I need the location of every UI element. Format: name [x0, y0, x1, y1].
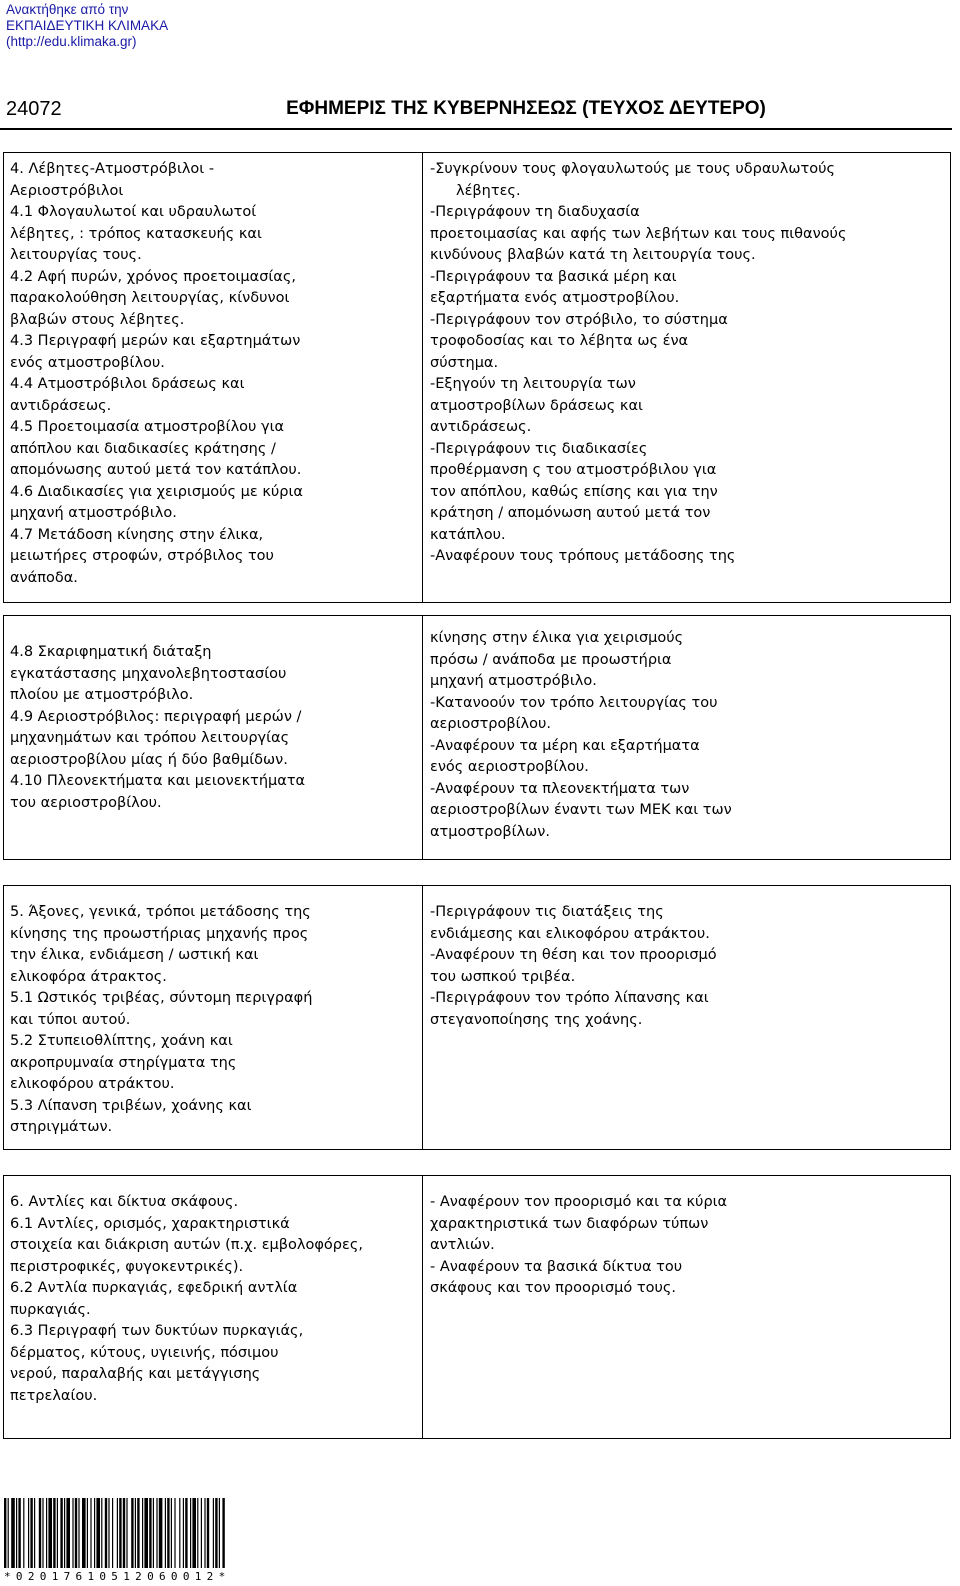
objective-line: προετοιμασίας και αφής των λεβήτων και τους πιθανούς [430, 225, 847, 242]
topic-line: πυρκαγιάς. [10, 1301, 91, 1318]
barcode-bar [18, 1498, 20, 1568]
barcode-bar [112, 1498, 113, 1568]
column-divider [422, 886, 423, 1149]
barcode-bar [11, 1498, 15, 1568]
topic-line: πετρελαίου. [10, 1387, 98, 1404]
barcode-bars [4, 1498, 294, 1568]
topic-line: 4.10 Πλεονεκτήματα και μειονεκτήματα [10, 773, 306, 789]
barcode-bar [46, 1498, 47, 1568]
column-divider [422, 1176, 423, 1438]
topic-cell [10, 1192, 415, 1407]
objective-line: κράτηση / απομόνωση αυτού μετά τον [430, 505, 711, 521]
objective-line: -Κατανοούν τον τρόπο λειτουργίας του [430, 694, 718, 711]
objective-line: του ωσπκού τριβέα. [430, 968, 576, 985]
barcode-bar [90, 1498, 91, 1568]
page-number: 24072 [6, 98, 62, 120]
topic-line: ενός ατμοστροβίλου. [10, 354, 165, 371]
barcode-bar [165, 1498, 166, 1568]
objective-line: -Αναφέρουν τα πλεονεκτήματα των [430, 780, 690, 797]
barcode-bar [28, 1498, 29, 1568]
topic-line: και τύποι αυτού. [10, 1011, 131, 1028]
topic-line: 6.3 Περιγραφή των δυκτύων πυρκαγιάς, [10, 1323, 304, 1339]
barcode-bar [42, 1498, 43, 1568]
barcode-bar [53, 1498, 55, 1568]
objective-line: - Αναφέρουν τα βασικά δίκτυα του [430, 1258, 683, 1275]
barcode-bar [117, 1498, 118, 1568]
topic-line: 5. Άξονες, γενικά, τρόποι μετάδοσης της [10, 904, 311, 920]
topic-line: αντιδράσεως. [10, 397, 112, 414]
barcode-bar [108, 1498, 109, 1568]
objective-line: -Περιγράφουν τα βασικά μέρη και [430, 268, 677, 285]
source-note-line: (http://edu.klimaka.gr) [6, 34, 137, 49]
topic-line: απομόνωσης αυτού μετά τον κατάπλου. [10, 462, 302, 478]
topic-line: 6.1 Αντλίες, ορισμός, χαρακτηριστικά [10, 1215, 290, 1232]
barcode-bar [149, 1498, 151, 1568]
objective-line: κατάπλου. [430, 526, 506, 543]
barcode-bar [197, 1498, 198, 1568]
objective-line: -Περιγράφουν τη διαδυχασία [430, 204, 640, 220]
objective-line: -Περιγράφουν τις διαδικασίες [430, 440, 648, 457]
barcode-bar [105, 1498, 107, 1568]
barcode-bar [8, 1498, 9, 1568]
topic-line: Αεριοστρόβιλοι [10, 182, 124, 199]
barcode-bar [82, 1498, 86, 1568]
barcode-bar [75, 1498, 77, 1568]
table-row [3, 885, 951, 1150]
objective-line: τον απόπλου, καθώς επίσης και για την [430, 483, 718, 500]
topic-line: εγκατάστασης μηχανολεβητοστασίου [10, 665, 287, 682]
source-note-line: Ανακτήθηκε από την [6, 2, 129, 17]
barcode-image [4, 1498, 294, 1572]
barcode-bar [48, 1498, 52, 1568]
table-row [3, 615, 951, 860]
barcode-bar [213, 1498, 214, 1568]
objective-line: ενός αεριοστροβίλου. [430, 759, 589, 775]
topic-line: 4.2 Αφή πυρών, χρόνος προετοιμασίας, [10, 268, 296, 285]
barcode-bar [94, 1498, 95, 1568]
objective-cell [430, 159, 945, 568]
topic-line: λέβητες, : τρόπος κατασκευής και [10, 225, 262, 242]
topic-line: ελικοφόρου ατράκτου. [10, 1076, 175, 1092]
barcode-bar [207, 1498, 209, 1568]
barcode-bar [171, 1498, 172, 1568]
barcode-bar [96, 1498, 100, 1568]
objective-cell [430, 1192, 945, 1300]
barcode-bar [135, 1498, 136, 1568]
barcode-bar [159, 1498, 163, 1568]
table-row [3, 152, 951, 603]
topic-line: ανάποδα. [10, 569, 78, 586]
barcode-bar [72, 1498, 73, 1568]
barcode-bar [123, 1498, 125, 1568]
objective-line: τροφοδοσίας και το λέβητα ως ένα [430, 333, 689, 349]
objective-line: - Αναφέρουν τον προορισμό και τα κύρια [430, 1194, 728, 1210]
objective-line: αντιδράσεως. [430, 419, 532, 435]
objective-line: -Αναφέρουν τους τρόπους μετάδοσης της [430, 548, 736, 564]
objective-line: εξαρτήματα ενός ατμοστροβίλου. [430, 290, 680, 306]
objective-line: προθέρμανση ς του ατμοστρόβιλου για [430, 462, 717, 478]
topic-line: 4.5 Προετοιμασία ατμοστροβίλου για [10, 419, 285, 435]
barcode-bar [57, 1498, 58, 1568]
topic-line: 4.3 Περιγραφή μερών και εξαρτημάτων [10, 333, 301, 349]
barcode-bar [222, 1498, 224, 1568]
source-note [6, 2, 168, 50]
objective-line: -Περιγράφουν τον τρόπο λίπανσης και [430, 990, 709, 1006]
topic-line: 4.4 Ατμοστρόβιλοι δράσεως και [10, 376, 245, 392]
topic-line: μηχανημάτων και τρόπου λειτουργίας [10, 730, 290, 746]
barcode-bar [39, 1498, 41, 1568]
objective-line: ατμοστροβίλων δράσεως και [430, 397, 643, 414]
barcode-bar [190, 1498, 191, 1568]
column-divider [422, 616, 423, 859]
barcode-bar [144, 1498, 148, 1568]
topic-cell [10, 159, 415, 589]
topic-line: στοιχεία και διάκριση αυτών (π.χ. εμβολοφόρες, [10, 1237, 363, 1253]
barcode-bar [204, 1498, 205, 1568]
source-note-line: ΕΚΠΑΙΔΕΥΤΙΚΗ ΚΛΙΜΑΚΑ [6, 18, 169, 33]
topic-line: 4. Λέβητες-Ατμοστρόβιλοι - [10, 161, 215, 177]
objective-line: κινδύνους βλαβών κατά τη λειτουργία τους. [430, 247, 756, 263]
topic-line: στηριγμάτων. [10, 1119, 113, 1135]
objective-line: πρόσω / ανάποδα με προωστήρια [430, 651, 672, 668]
objective-line: ενδιάμεσης και ελικοφόρου ατράκτου. [430, 925, 710, 942]
barcode-bar [201, 1498, 202, 1568]
barcode-bar [185, 1498, 187, 1568]
topic-line: παρακολούθηση λειτουργίας, κίνδυνοι [10, 290, 290, 306]
barcode-bar [60, 1498, 62, 1568]
topic-line: ακροπρυμναία στηρίγματα της [10, 1054, 237, 1071]
topic-line: κίνησης της προωστήριας μηχανής προς [10, 925, 309, 942]
topic-line: μηχανή ατμοστρόβιλο. [10, 505, 177, 521]
barcode-bar [101, 1498, 102, 1568]
topic-line: 6. Αντλίες και δίκτυα σκάφους. [10, 1194, 239, 1210]
objective-line: σκάφους και τον προορισμό τους. [430, 1280, 676, 1296]
objective-line: -Περιγράφουν τον στρόβιλο, το σύστημα [430, 311, 728, 328]
topic-line: 4.7 Μετάδοση κίνησης στην έλικα, [10, 526, 264, 543]
objective-line: σύστημα. [430, 354, 499, 371]
barcode-bar [34, 1498, 35, 1568]
barcode-bar [4, 1498, 6, 1568]
table-row [3, 1175, 951, 1439]
topic-line: 4.9 Αεριοστρόβιλος: περιγραφή μερών / [10, 708, 302, 725]
topic-line: 5.2 Στυπειοθλίπτης, χοάνη και [10, 1033, 233, 1049]
objective-line: στεγανοποίησης της χοάνης. [430, 1011, 643, 1028]
barcode-bar [66, 1498, 70, 1568]
objective-line: ατμοστροβίλων. [430, 823, 550, 840]
barcode-bar [179, 1498, 180, 1568]
topic-line: δέρματος, κύτους, υγιεινής, πόσιμου [10, 1344, 279, 1361]
topic-cell [10, 902, 415, 1139]
barcode-bar [215, 1498, 217, 1568]
column-divider [422, 153, 423, 602]
objective-cell [430, 902, 945, 1031]
barcode-bar [64, 1498, 65, 1568]
barcode-bar [137, 1498, 139, 1568]
objective-line: αεριοστροβίλων έναντι των ΜΕΚ και των [430, 802, 732, 818]
barcode-bar [167, 1498, 169, 1568]
topic-line: νερού, παραλαβής και μετάγγισης [10, 1366, 261, 1382]
page-header [0, 96, 952, 130]
barcode-bar [142, 1498, 143, 1568]
objective-line: μηχανή ατμοστρόβιλο. [430, 673, 597, 689]
topic-line: λειτουργίας τους. [10, 247, 142, 263]
objective-line: -Αναφέρουν τα μέρη και εξαρτήματα [430, 737, 700, 754]
objective-line: -Αναφέρουν τη θέση και τον προορισμό [430, 947, 717, 963]
topic-line: 5.1 Ωστικός τριβέας, σύντομη περιγραφή [10, 990, 313, 1006]
barcode-bar [126, 1498, 127, 1568]
barcode-bar [87, 1498, 88, 1568]
gazette-title: ΕΦΗΜΕΡΙΣ ΤΗΣ ΚΥΒΕΡΝΗΣΕΩΣ (ΤΕΥΧΟΣ ΔΕΥΤΕΡΟ) [286, 98, 766, 119]
topic-cell [10, 642, 415, 814]
barcode-bar [192, 1498, 196, 1568]
topic-line: 4.1 Φλογαυλωτοί και υδραυλωτοί [10, 204, 257, 220]
barcode-bar [16, 1498, 17, 1568]
topic-line: 4.6 Διαδικασίες για χειρισμούς με κύρια [10, 483, 303, 500]
barcode-number: *02017610512060012* [4, 1570, 231, 1583]
topic-line: του αεριοστροβίλου. [10, 794, 162, 811]
topic-line: την έλικα, ενδιάμεση / ωστική και [10, 947, 259, 963]
topic-line: ελικοφόρα άτρακτος. [10, 968, 167, 985]
objective-line: λέβητες. [456, 182, 521, 199]
topic-line: απόπλου και διαδικασίες κράτησης / [10, 440, 276, 457]
objective-line: -Εξηγούν τη λειτουργία των [430, 376, 636, 392]
barcode-bar [156, 1498, 157, 1568]
barcode-bar [219, 1498, 220, 1568]
objective-line: αεριοστροβίλου. [430, 716, 551, 732]
barcode-bar [183, 1498, 184, 1568]
topic-line: αεριοστροβίλου μίας ή δύο βαθμίδων. [10, 751, 288, 768]
objective-line: αντλιών. [430, 1237, 495, 1253]
barcode-bar [30, 1498, 32, 1568]
objective-line: -Συγκρίνουν τους φλογαυλωτούς με τους υδραυλωτούς [430, 161, 836, 177]
objective-line: κίνησης στην έλικα για χειρισμούς [430, 630, 684, 646]
objective-line: -Περιγράφουν τις διατάξεις της [430, 904, 664, 920]
barcode-bar [23, 1498, 24, 1568]
objective-cell [430, 628, 945, 843]
topic-line: 6.2 Αντλία πυρκαγιάς, εφεδρική αντλία [10, 1280, 298, 1296]
topic-line: περιστροφικές, φυγοκεντρικές). [10, 1258, 244, 1275]
topic-line: πλοίου με ατμοστρόβιλο. [10, 687, 194, 703]
topic-line: 5.3 Λίπανση τριβέων, χοάνης και [10, 1097, 252, 1114]
barcode-bar [174, 1498, 175, 1568]
barcode-bar [78, 1498, 79, 1568]
topic-line: 4.8 Σκαριφηματική διάταξη [10, 644, 212, 660]
topic-line: μειωτήρες στροφών, στρόβιλος του [10, 548, 274, 564]
barcode-bar [119, 1498, 121, 1568]
objective-line: χαρακτηριστικά των διαφόρων τύπων [430, 1215, 709, 1232]
barcode-bar [153, 1498, 154, 1568]
topic-line: βλαβών στους λέβητες. [10, 311, 185, 328]
barcode-bar [131, 1498, 133, 1568]
